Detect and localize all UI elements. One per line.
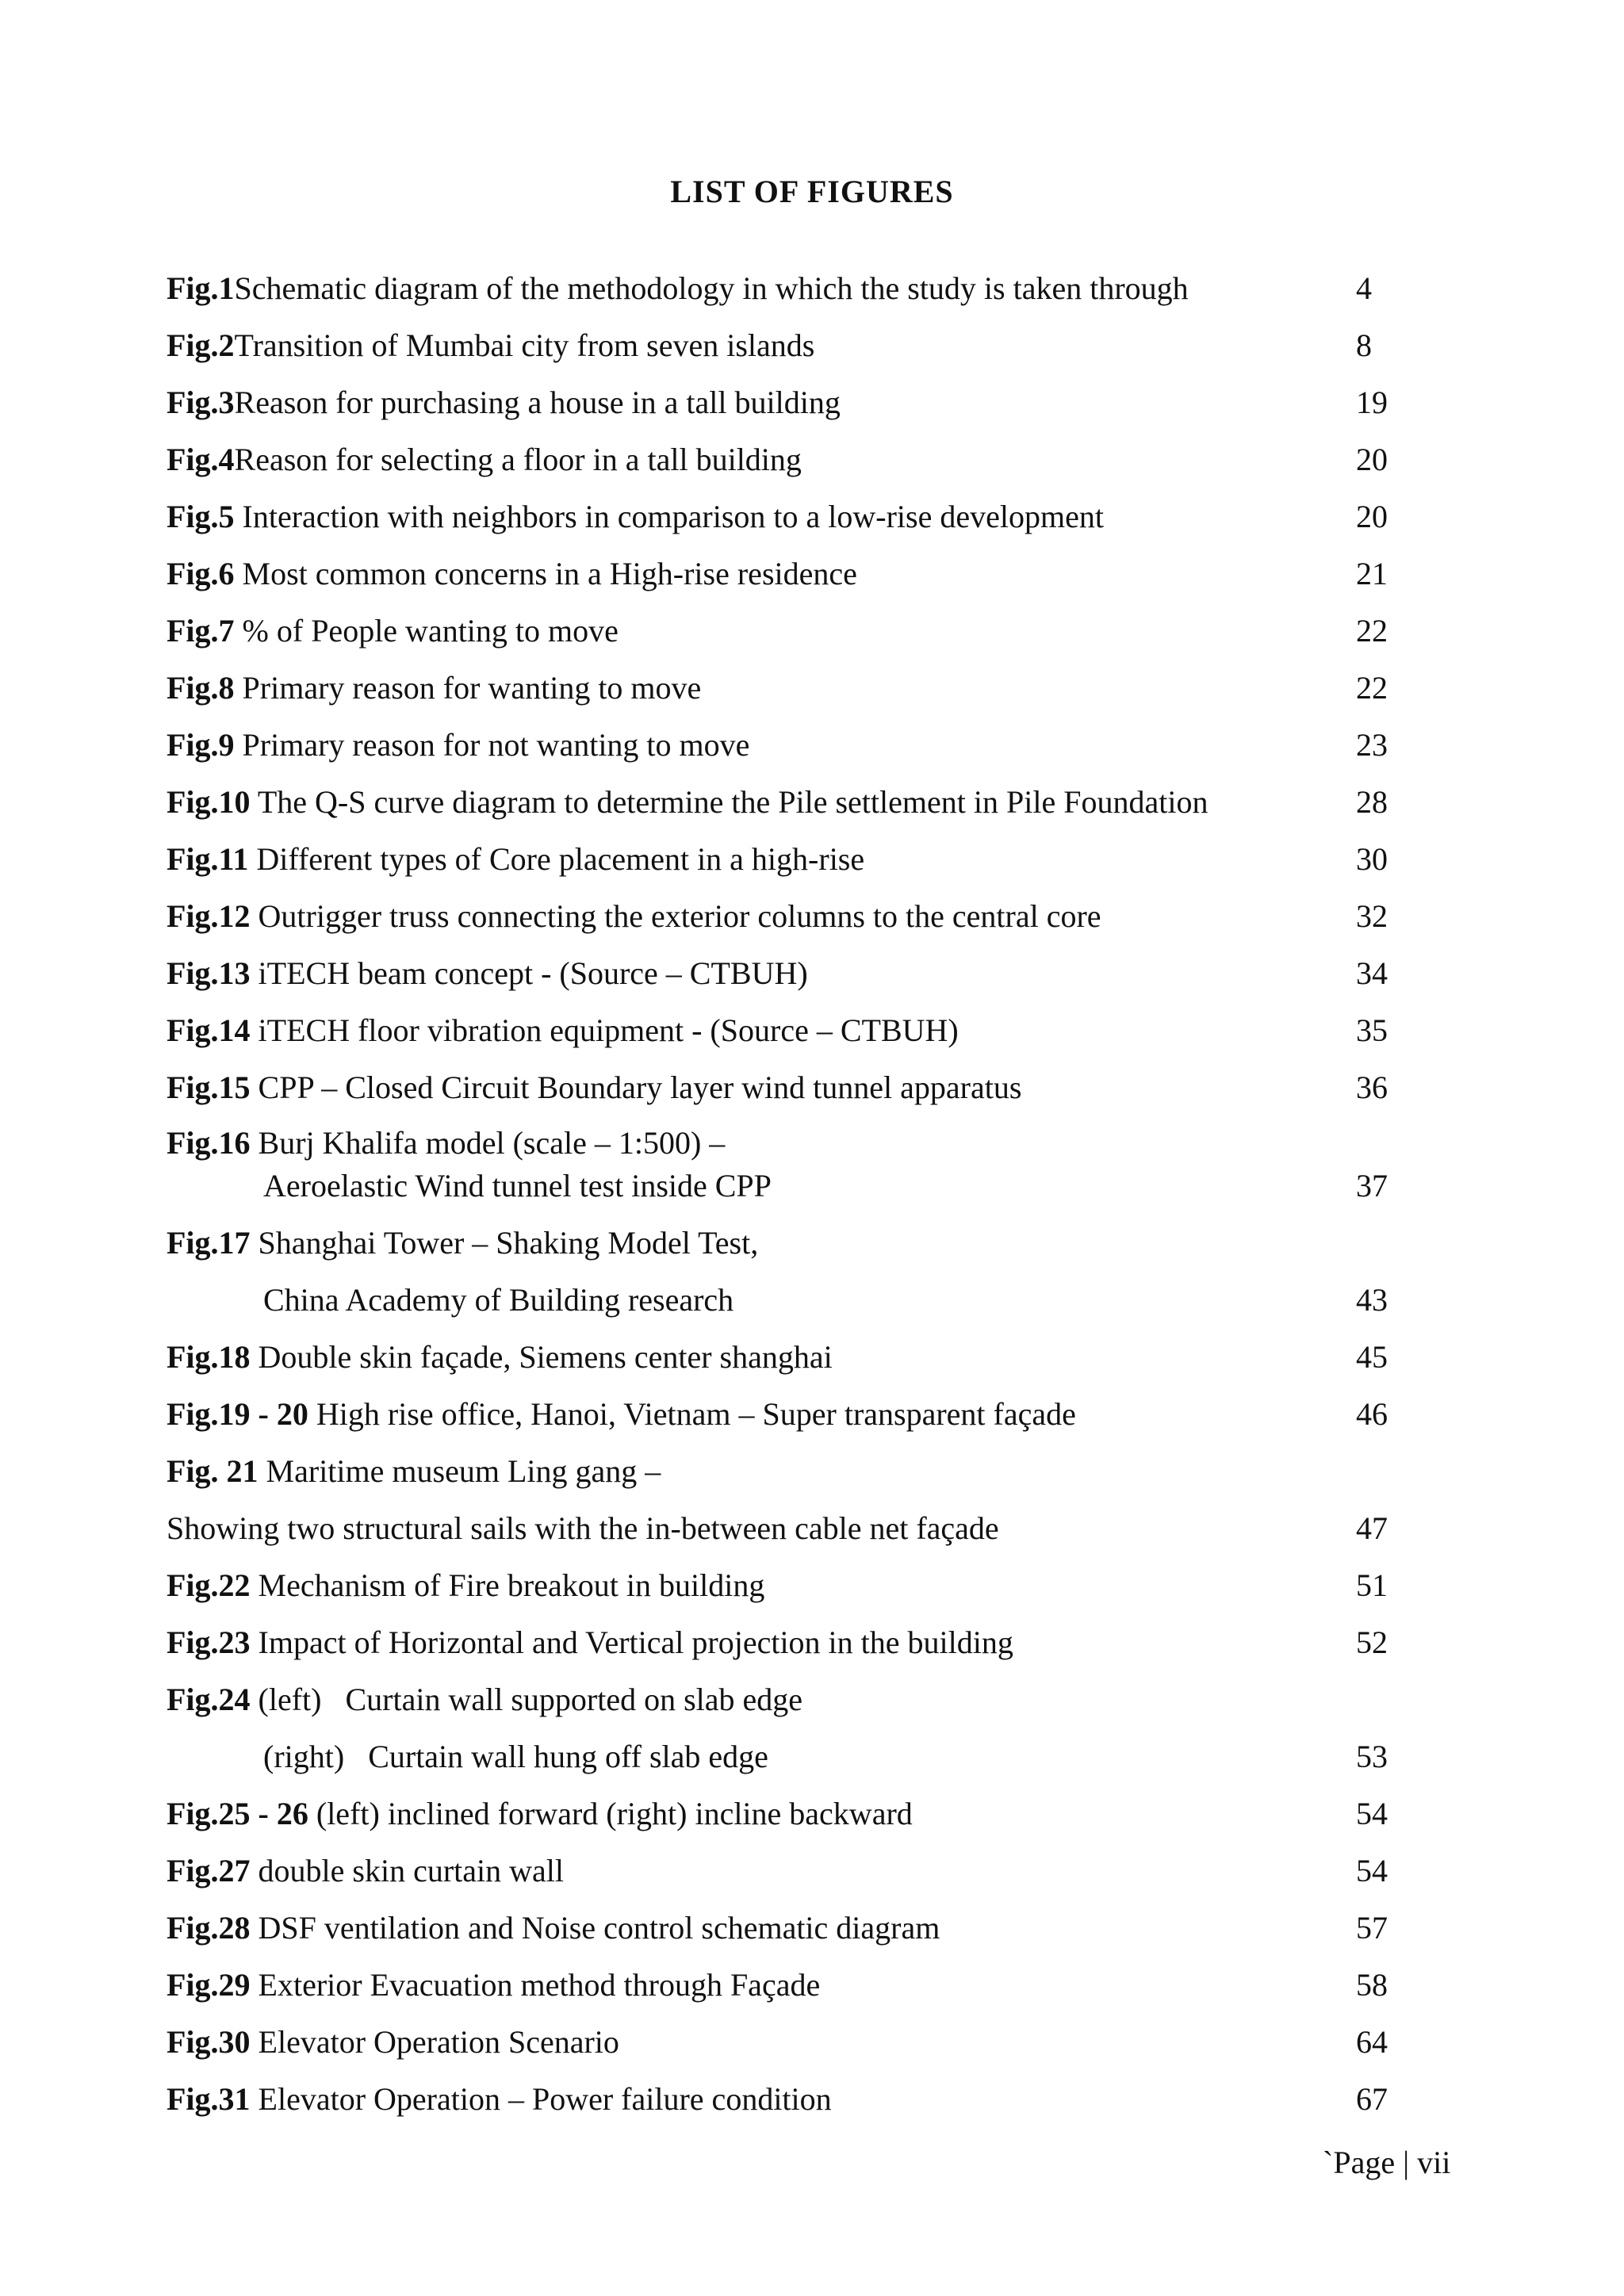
figure-entry (167, 265, 1404, 312)
figure-entry (167, 1847, 1404, 1895)
figure-entry (167, 322, 1404, 369)
figure-caption: Reason for purchasing a house in a tall building (234, 385, 841, 420)
figure-entry (167, 664, 1404, 712)
figure-caption: Transition of Mumbai city from seven islands (234, 327, 815, 363)
figure-label: Fig.4 (167, 442, 235, 477)
figure-entry (167, 550, 1404, 598)
figure-entry (167, 2076, 1404, 2123)
figure-caption: Burj Khalifa model (scale – 1:500) – (250, 1125, 726, 1161)
figure-entry (167, 1961, 1404, 2009)
page-footer: `Page | vii (1323, 2145, 1451, 2180)
figure-page-number: 20 (1356, 442, 1388, 477)
figure-caption: CPP – Closed Circuit Boundary layer wind tunnel apparatus (250, 1070, 1022, 1105)
figure-caption: Double skin façade, Siemens center shanghai (250, 1339, 833, 1375)
figure-label: Fig.16 (167, 1125, 251, 1161)
figure-entry (167, 493, 1404, 541)
figure-page-number: 36 (1356, 1070, 1388, 1105)
figure-caption: Schematic diagram of the methodology in which the study is taken through (234, 270, 1189, 306)
figure-label: Fig.9 (167, 727, 235, 763)
figure-entry (167, 436, 1404, 484)
figure-entry (167, 1790, 1404, 1838)
figure-page-number: 34 (1356, 955, 1388, 991)
figure-page-number: 22 (1356, 670, 1388, 706)
figure-page-number: 52 (1356, 1624, 1388, 1660)
figure-label: Fig.13 (167, 955, 251, 991)
figure-page-number: 54 (1356, 1796, 1388, 1831)
figure-caption: Primary reason for not wanting to move (234, 727, 750, 763)
figure-page-number: 64 (1356, 2024, 1388, 2060)
figure-label: Fig.12 (167, 898, 251, 934)
figure-page-number: 51 (1356, 1567, 1388, 1603)
figure-page-number: 45 (1356, 1339, 1388, 1375)
figure-entry (167, 1219, 1404, 1267)
figure-page-number: 35 (1356, 1012, 1388, 1048)
figure-label: Fig.24 (167, 1682, 251, 1717)
figure-page-number: 28 (1356, 784, 1388, 820)
figure-label: Fig.27 (167, 1853, 251, 1888)
figure-page-number: 53 (1356, 1739, 1388, 1774)
figure-page-number: 47 (1356, 1510, 1388, 1546)
figure-label: Fig.30 (167, 2024, 251, 2060)
figure-page-number: 20 (1356, 499, 1388, 534)
figure-page-number: 30 (1356, 841, 1388, 877)
figure-label: Fig.22 (167, 1567, 251, 1603)
figure-page-number: 4 (1356, 270, 1372, 306)
figure-caption: Showing two structural sails with the in-between cable net façade (167, 1510, 999, 1546)
figure-entry (167, 607, 1404, 655)
figure-caption: (right) Curtain wall hung off slab edge (263, 1739, 768, 1774)
figure-caption: Outrigger truss connecting the exterior columns to the central core (250, 898, 1101, 934)
figure-caption: (left) Curtain wall supported on slab edge (250, 1682, 803, 1717)
figure-caption: Mechanism of Fire breakout in building (250, 1567, 765, 1603)
figure-entry (167, 779, 1404, 826)
figure-caption: The Q-S curve diagram to determine the Pile settlement in Pile Foundation (250, 784, 1208, 820)
figure-entry (167, 1391, 1404, 1438)
figure-label: Fig.17 (167, 1225, 251, 1261)
figure-caption: Most common concerns in a High-rise residence (234, 556, 857, 591)
figure-label: Fig.19 - 20 (167, 1396, 308, 1432)
figure-page-number: 21 (1356, 556, 1388, 591)
figure-entry (167, 893, 1404, 940)
figure-label: Fig.29 (167, 1967, 251, 2003)
figure-caption: iTECH floor vibration equipment - (Source – CTBUH) (250, 1012, 959, 1048)
figure-caption: % of People wanting to move (234, 613, 619, 649)
figure-page-number: 23 (1356, 727, 1388, 763)
figure-label: Fig.1 (167, 270, 235, 306)
figure-page-number: 57 (1356, 1910, 1388, 1946)
figure-label: Fig.28 (167, 1910, 251, 1946)
figure-label: Fig.7 (167, 613, 235, 649)
figure-page-number: 37 (1356, 1168, 1388, 1203)
figure-entry (167, 836, 1404, 883)
figure-entry (167, 1007, 1404, 1054)
figure-entry (167, 1162, 1500, 1210)
figure-label: Fig.3 (167, 385, 235, 420)
figure-label: Fig.10 (167, 784, 251, 820)
figure-entry (167, 1448, 1404, 1495)
figure-label: Fig.14 (167, 1012, 251, 1048)
figure-label: Fig.5 (167, 499, 235, 534)
figure-label: Fig. 21 (167, 1453, 259, 1489)
figure-page-number: 58 (1356, 1967, 1388, 2003)
figure-entry (167, 2019, 1404, 2066)
figure-entry (167, 1505, 1404, 1552)
figure-entry (167, 1733, 1500, 1781)
figure-caption: Exterior Evacuation method through Façade (250, 1967, 821, 2003)
figure-caption: Elevator Operation Scenario (250, 2024, 619, 2060)
figure-label: Fig.11 (167, 841, 249, 877)
figure-entry (167, 379, 1404, 427)
figure-page-number: 67 (1356, 2081, 1388, 2117)
figure-caption: Reason for selecting a floor in a tall building (234, 442, 802, 477)
figure-page-number: 22 (1356, 613, 1388, 649)
figure-label: Fig.25 - 26 (167, 1796, 308, 1831)
figure-caption: China Academy of Building research (263, 1282, 734, 1318)
figure-label: Fig.8 (167, 670, 235, 706)
figure-caption: High rise office, Hanoi, Vietnam – Super transparent façade (308, 1396, 1076, 1432)
figure-entry (167, 1119, 1404, 1167)
figure-label: Fig.23 (167, 1624, 251, 1660)
figure-page-number: 54 (1356, 1853, 1388, 1888)
figure-entry (167, 721, 1404, 769)
figure-entry (167, 1276, 1500, 1324)
figure-caption: double skin curtain wall (250, 1853, 565, 1888)
figure-entry (167, 1619, 1404, 1667)
figure-caption: Shanghai Tower – Shaking Model Test, (250, 1225, 759, 1261)
figure-page-number: 43 (1356, 1282, 1388, 1318)
figure-page-number: 46 (1356, 1396, 1388, 1432)
figure-caption: iTECH beam concept - (Source – CTBUH) (250, 955, 808, 991)
figure-page-number: 32 (1356, 898, 1388, 934)
figure-page-number: 19 (1356, 385, 1388, 420)
figure-caption: Aeroelastic Wind tunnel test inside CPP (263, 1168, 772, 1203)
figure-label: Fig.6 (167, 556, 235, 591)
figure-label: Fig.31 (167, 2081, 251, 2117)
figure-caption: Different types of Core placement in a high-rise (248, 841, 865, 877)
figure-entry (167, 1904, 1404, 1952)
page-title: LIST OF FIGURES (670, 174, 954, 209)
figure-caption: DSF ventilation and Noise control schematic diagram (250, 1910, 940, 1946)
figure-caption: Elevator Operation – Power failure condition (250, 2081, 832, 2117)
figure-caption: Maritime museum Ling gang – (258, 1453, 661, 1489)
figure-label: Fig.18 (167, 1339, 251, 1375)
figure-caption: Interaction with neighbors in comparison to a low-rise development (234, 499, 1104, 534)
figure-label: Fig.15 (167, 1070, 251, 1105)
figure-entry (167, 1562, 1404, 1609)
figure-entry (167, 1676, 1404, 1724)
figure-caption: (left) inclined forward (right) incline backward (308, 1796, 913, 1831)
figure-label: Fig.2 (167, 327, 235, 363)
figure-entry (167, 1064, 1404, 1112)
figure-caption: Impact of Horizontal and Vertical projection in the building (250, 1624, 1013, 1660)
figure-page-number: 8 (1356, 327, 1372, 363)
figure-entry (167, 1334, 1404, 1381)
figure-caption: Primary reason for wanting to move (234, 670, 702, 706)
figure-entry (167, 950, 1404, 997)
